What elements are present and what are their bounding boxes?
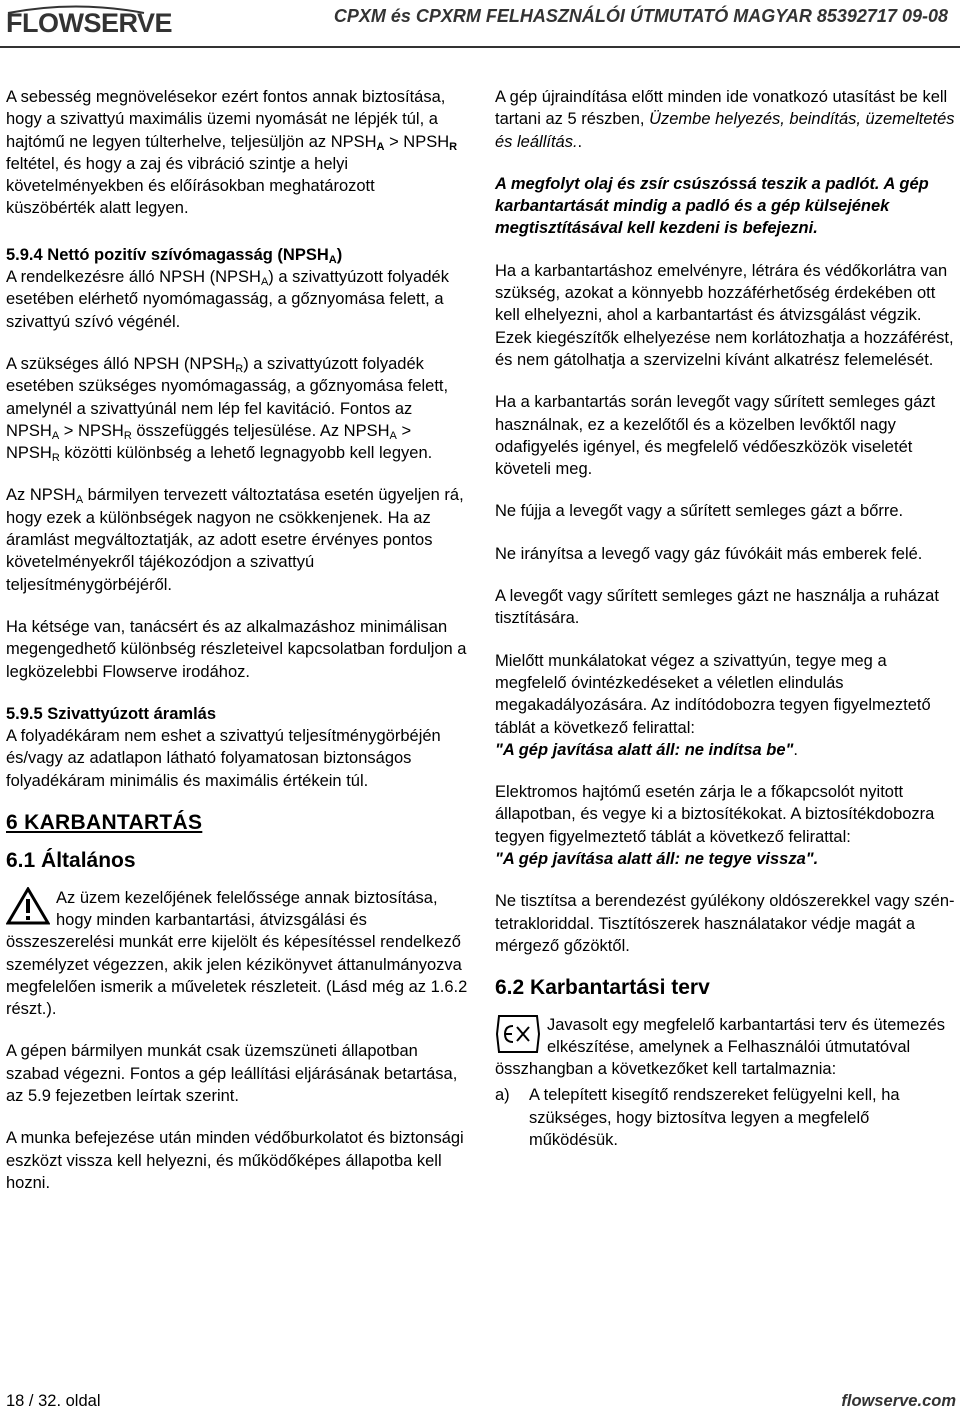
page-number: 18 / 32. oldal: [6, 1392, 101, 1410]
paragraph: Ne fújja a levegőt vagy a sűrített semleges gázt a bőrre.: [495, 502, 904, 521]
left-column: [6, 86, 468, 1214]
list-text: A telepített kisegítő rendszereket felügyelni kell, ha szükséges, hogy biztosítva legyen a megfelelő működésük.: [529, 1086, 900, 1149]
paragraph: A munka befejezése után minden védőburkolatot és biztonsági eszközt vissza kell helyezni, és működőképes állapotba kell hozni.: [6, 1129, 464, 1192]
warning-triangle-icon: [6, 887, 50, 925]
paragraph: Javasolt egy megfelelő karbantartási terv és ütemezés elkészítése, amelynek a Felhasználói útmutatóval összhangban a következőket kell tartalmaznia:: [495, 1015, 946, 1079]
right-column: [495, 86, 957, 1151]
paragraph: A folyadékáram nem eshet a szivattyú teljesítménygörbéjén és/vagy az adatlapon látható folyamatosan biztonságos folyadékáram minimális és maximális értékein túl.: [6, 727, 441, 790]
warning-paragraph: A megfolyt olaj és zsír csúszóssá teszik a padlót. A gép karbantartását mindig a padló és a gép külsejének megtisztításával kell kezdeni is befejezni.: [495, 174, 929, 238]
paragraph: A szükséges álló NPSH $(NPSH_R)$ a szivattyúzott folyadék esetében szükséges nyomómagasság, a gőznyomása felett, amelynél a szivattyúnál nem lép fel kavitáció. Fontos az $NPSH_A$ > $NPSH_R$ összefüggés teljesülése. Az $NPSH_A$ > $NPSH_R$ közötti különbség a lehető legnagyobb kell legyen.: [6, 354, 449, 465]
paragraph: A sebesség megnövelésekor ezért fontos annak biztosítása, hogy a szivattyú maximális üzemi nyomását ne lépjék túl, a hajtómű ne legyen túlterhelve, teljesüljön az $NPSH_A$ > $NPSH_R$ feltétel, és hogy a zaj és vibráció szintje a helyi követelményekben és előírásokban meghatározott küszöbérték alatt legyen.: [6, 88, 458, 218]
section-heading-5-9-5: 5.9.5 Szivattyúzott áramlás: [6, 704, 217, 723]
header-rule: [0, 46, 960, 48]
paragraph: Ha a karbantartás során levegőt vagy sűrített semleges gázt használnak, ez a kezelőtől és a közelben levőktől nagy odafigyelés igényel, és megfelelő védőeszközök viseletét követeli meg.: [495, 393, 936, 479]
paragraph: A gépen bármilyen munkát csak üzemszüneti állapotban szabad végezni. Fontos a gép leállítási eljárásának betartása, az 5.9 fejezetben leírtak szerint.: [6, 1042, 458, 1105]
list-label: a): [495, 1086, 510, 1105]
section-heading-5-9-4: 5.9.4 Nettó pozitív szívómagasság $(NPSH_A)$: [6, 245, 343, 266]
paragraph: Mielőtt munkálatokat végez a szivattyún, tegye meg a megfelelő óvintézkedéseket a véletlen elindulás megakadályozására. Az indítódobozra tegyen figyelmeztető táblát a következő felirattal: "A gép javítása alatt áll: ne indítsa be".: [495, 651, 931, 759]
footer-website: flowserve.com: [841, 1392, 956, 1410]
paragraph: A gép újraindítása előtt minden ide vonatkozó utasítást be kell tartani az 5 részben, Üzembe helyezés, beindítás, üzemeltetés és leállítás..: [495, 88, 955, 151]
page-header: [0, 0, 960, 48]
logo-arc-icon: [6, 4, 146, 14]
section-heading-6-1: 6.1 Általános: [6, 849, 136, 873]
chapter-heading-6: 6 KARBANTARTÁS: [6, 811, 203, 835]
paragraph: Ha a karbantartáshoz emelvényre, létrára és védőkorlátra van szükség, azokat a könnyebb hozzáférhetőség érdekében ott kell elhelyezni, ahol a karbantartást és átvizsgálást végzik. Ezek kiegészítők elhelyezése nem korlátozhatja a hozzáférést, és nem gátolhatja a szervizelni kívánt alkatrész felemelését.: [495, 261, 954, 369]
flowserve-logo: [6, 8, 172, 39]
paragraph: Ha kétsége van, tanácsért és az alkalmazáshoz minimálisan megengedhető különbség részleteivel kapcsolatban forduljon a legközelebbi Flowserve irodához.: [6, 617, 467, 681]
paragraph: Ne tisztítsa a berendezést gyúlékony oldószerekkel vagy szén-tetrakloriddal. Tisztítószerek használatakor védje magát a mérgező gőzöktől.: [495, 892, 955, 955]
document-title: CPXM és CPXRM FELHASZNÁLÓI ÚTMUTATÓ MAGYAR 85392717 09-08: [333, 6, 948, 26]
paragraph: Az $NPSH_A$ bármilyen tervezett változtatása esetén ügyeljen rá, hogy ezek a különbségek nagyon ne csökkenjenek. Ha az áramlást megváltoztatják, az adott esetre érvényes pontos követelményekről tájékozódjon a szivattyú teljesítménygörbéjéről.: [6, 486, 464, 594]
paragraph: A levegőt vagy sűrített semleges gázt ne használja a ruházat tisztítására.: [495, 587, 939, 628]
brand-name: FLOWSERVE: [6, 8, 173, 38]
section-heading-6-2: 6.2 Karbantartási terv: [495, 976, 710, 1000]
paragraph: Ne irányítsa a levegő vagy gáz fúvókáit más emberek felé.: [495, 544, 923, 563]
ex-atex-icon: [495, 1014, 541, 1054]
paragraph: Az üzem kezelőjének felelőssége annak biztosítása, hogy minden karbantartási, átvizsgálási és összeszerelési munkát erre kijelölt és képesítéssel rendelkező személyzet végezzen, akik jelen kézikönyvet áttanulmányozva megfelelően ismerik a műveletek részleteit. (Lásd még az 1.6.2 részt.).: [6, 888, 468, 1019]
paragraph: A rendelkezésre álló NPSH $(NPSH_A)$ a szivattyúzott folyadék esetében elérhető nyomómagasság, a gőznyomása felett, a szivattyú szívó végénél.: [6, 268, 449, 331]
list-item: [495, 1084, 957, 1151]
paragraph: Elektromos hajtómű esetén zárja le a főkapcsolót nyitott állapotban, és vegye ki a biztosítékokat. A biztosítékdobozra tegyen figyelmeztető táblát a következő felirattal: "A gép javítása alatt áll: ne tegye vissza".: [495, 783, 935, 869]
